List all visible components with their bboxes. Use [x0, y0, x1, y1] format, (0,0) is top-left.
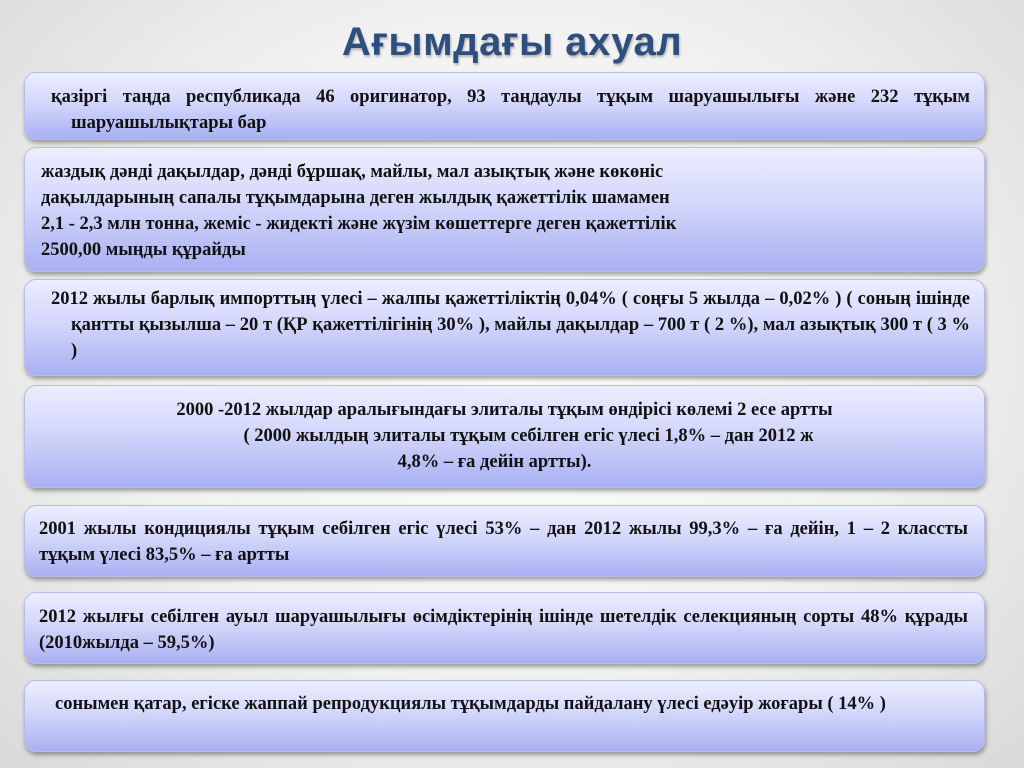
- info-text: 2012 жылғы себілген ауыл шаруашылығы өсімдіктерінің ішінде шетелдік селекцияның сорты 48% құрады (2010жылда – 59,5%): [39, 607, 968, 653]
- info-text-line: 2,1 - 2,3 млн тонна, жеміс - жидекті және жүзім көшеттерге деген қажеттілік: [41, 214, 677, 234]
- info-box-conditioned-seed: [24, 505, 985, 577]
- info-box-seed-demand: [24, 147, 985, 272]
- page-title: Ағымдағы ахуал: [341, 20, 683, 64]
- info-box-reproduction-seed: [24, 680, 985, 752]
- info-box-originators: [24, 72, 985, 140]
- info-text-line: 4,8% – ға дейін артты).: [397, 452, 592, 472]
- info-text: қазіргі таңда республикада 46 оригинатор, 93 таңдаулы тұқым шаруашылығы және 232 тұқым шаруашылықтары бар: [51, 87, 970, 133]
- info-text-line: дақылдарының сапалы тұқымдарына деген жылдық қажеттілік шамамен: [41, 188, 670, 208]
- info-box-foreign-varieties: [24, 592, 985, 664]
- info-box-import-share: [24, 279, 985, 376]
- info-box-elite-seed: [24, 385, 985, 488]
- info-text-line: 2000 -2012 жылдар аралығындағы элиталы тұқым өндірісі көлемі 2 есе артты: [176, 400, 833, 420]
- info-text-line: 2500,00 мыңды құрайды: [41, 240, 246, 260]
- info-text-line: ( 2000 жылдың элиталы тұқым себілген егіс үлесі 1,8% – дан 2012 ж: [243, 426, 814, 446]
- info-text-line: жаздық дәнді дақылдар, дәнді бұршақ, майлы, мал азықтық және көкөніс: [41, 162, 664, 182]
- info-text: 2012 жылы барлық импорттың үлесі – жалпы қажеттіліктің 0,04% ( соңғы 5 жылда – 0,02% ) ( соның ішінде қантты қызылша – 20 т (ҚР қажеттілігінің 30% ), майлы дақылдар – 700 т ( 2 %), мал азықтық 300 т ( 3 % ): [51, 289, 970, 361]
- info-text: 2001 жылы кондициялы тұқым себілген егіс үлесі 53% – дан 2012 жылы 99,3% – ға дейін, 1 – 2 классты тұқым үлесі 83,5% – ға артты: [39, 519, 968, 565]
- info-text: сонымен қатар, егіске жаппай репродукциялы тұқымдарды пайдалану үлесі едәуір жоғары ( 14% ): [55, 694, 886, 714]
